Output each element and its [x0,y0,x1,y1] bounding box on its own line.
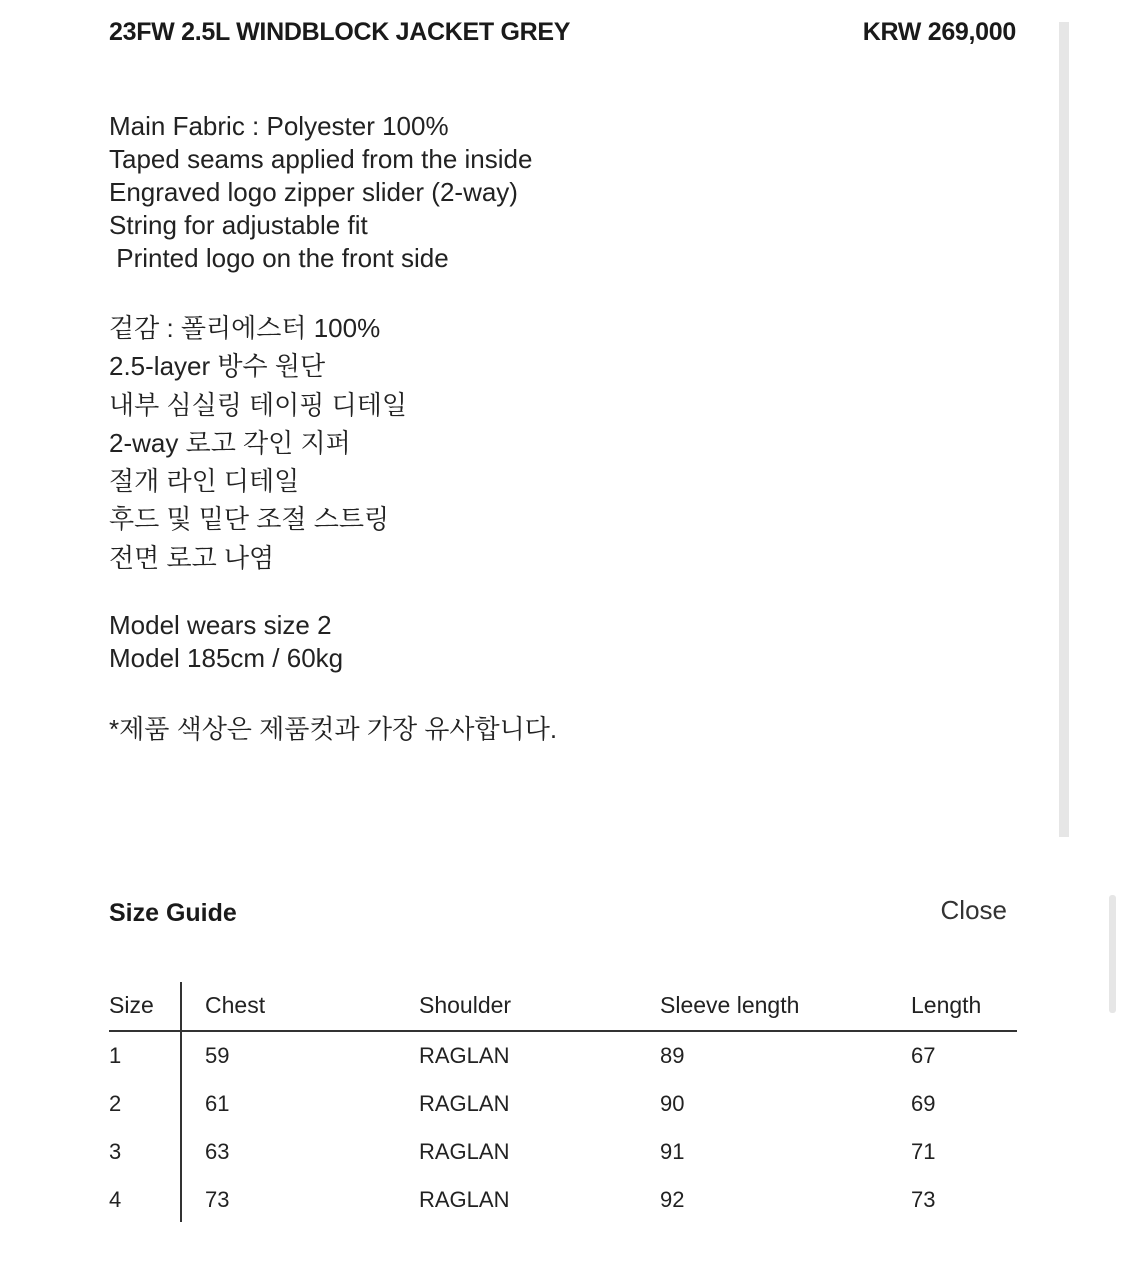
table-row [109,1176,1017,1224]
sleeve-length-cell: 91 [660,1139,685,1164]
column-header-sleeve-length: Sleeve length [660,992,800,1018]
table-header-row [109,982,1017,1032]
model-measure-line: Model 185cm / 60kg [109,643,344,673]
description-english [109,110,532,275]
length-cell: 71 [911,1139,936,1164]
description-line: Printed logo on the front side [109,243,449,273]
description-line: Taped seams applied from the inside [109,144,533,174]
chest-cell: 73 [205,1187,230,1212]
color-note: *제품 색상은 제품컷과 가장 유사합니다. [109,714,558,744]
sleeve-length-cell: 89 [660,1043,685,1068]
column-header-size: Size [109,992,154,1018]
model-size-line: Model wears size 2 [109,610,332,640]
description-line: 겉감 : 폴리에스터 100% [109,313,381,343]
chest-cell: 63 [205,1139,230,1164]
description-korean [109,309,407,577]
sleeve-length-cell: 90 [660,1091,685,1116]
size-cell: 3 [109,1139,122,1164]
shoulder-cell: RAGLAN [419,1187,510,1212]
length-cell: 69 [911,1091,936,1116]
length-cell: 67 [911,1043,936,1068]
shoulder-cell: RAGLAN [419,1043,510,1068]
chest-cell: 59 [205,1043,230,1068]
size-cell: 4 [109,1187,122,1212]
page-scrollbar-thumb[interactable] [1109,895,1116,1013]
description-scrollbar[interactable] [1059,22,1069,837]
size-table [109,982,1017,1224]
description-line: String for adjustable fit [109,210,368,240]
table-row [109,1128,1017,1176]
table-column-divider [180,982,182,1222]
size-cell: 1 [109,1043,122,1068]
product-price: KRW 269,000 [862,18,1016,46]
table-row [109,1032,1017,1080]
description-line: 후드 및 밑단 조절 스트링 [109,504,390,535]
description-line: Engraved logo zipper slider (2-way) [109,177,518,207]
product-header [109,18,1016,52]
shoulder-cell: RAGLAN [419,1139,510,1164]
table-row [109,1080,1017,1128]
size-guide-title: Size Guide [109,899,237,927]
description-line: Main Fabric : Polyester 100% [109,111,449,141]
sleeve-length-cell: 92 [660,1187,685,1212]
description-line: 2.5-layer 방수 원단 [109,351,326,382]
column-header-length: Length [911,992,982,1018]
close-button[interactable]: Close [940,895,1007,925]
model-info [109,609,343,675]
column-header-shoulder: Shoulder [419,992,512,1018]
description-line: 2-way 로고 각인 지퍼 [109,427,351,458]
length-cell: 73 [911,1187,936,1212]
column-header-chest: Chest [205,992,266,1018]
description-line: 절개 라인 디테일 [109,466,300,497]
chest-cell: 61 [205,1091,230,1116]
size-cell: 2 [109,1091,122,1116]
shoulder-cell: RAGLAN [419,1091,510,1116]
product-title: 23FW 2.5L WINDBLOCK JACKET GREY [109,18,571,46]
description-line: 내부 심실링 테이핑 디테일 [109,389,407,420]
description-line: 전면 로고 나염 [109,542,275,573]
